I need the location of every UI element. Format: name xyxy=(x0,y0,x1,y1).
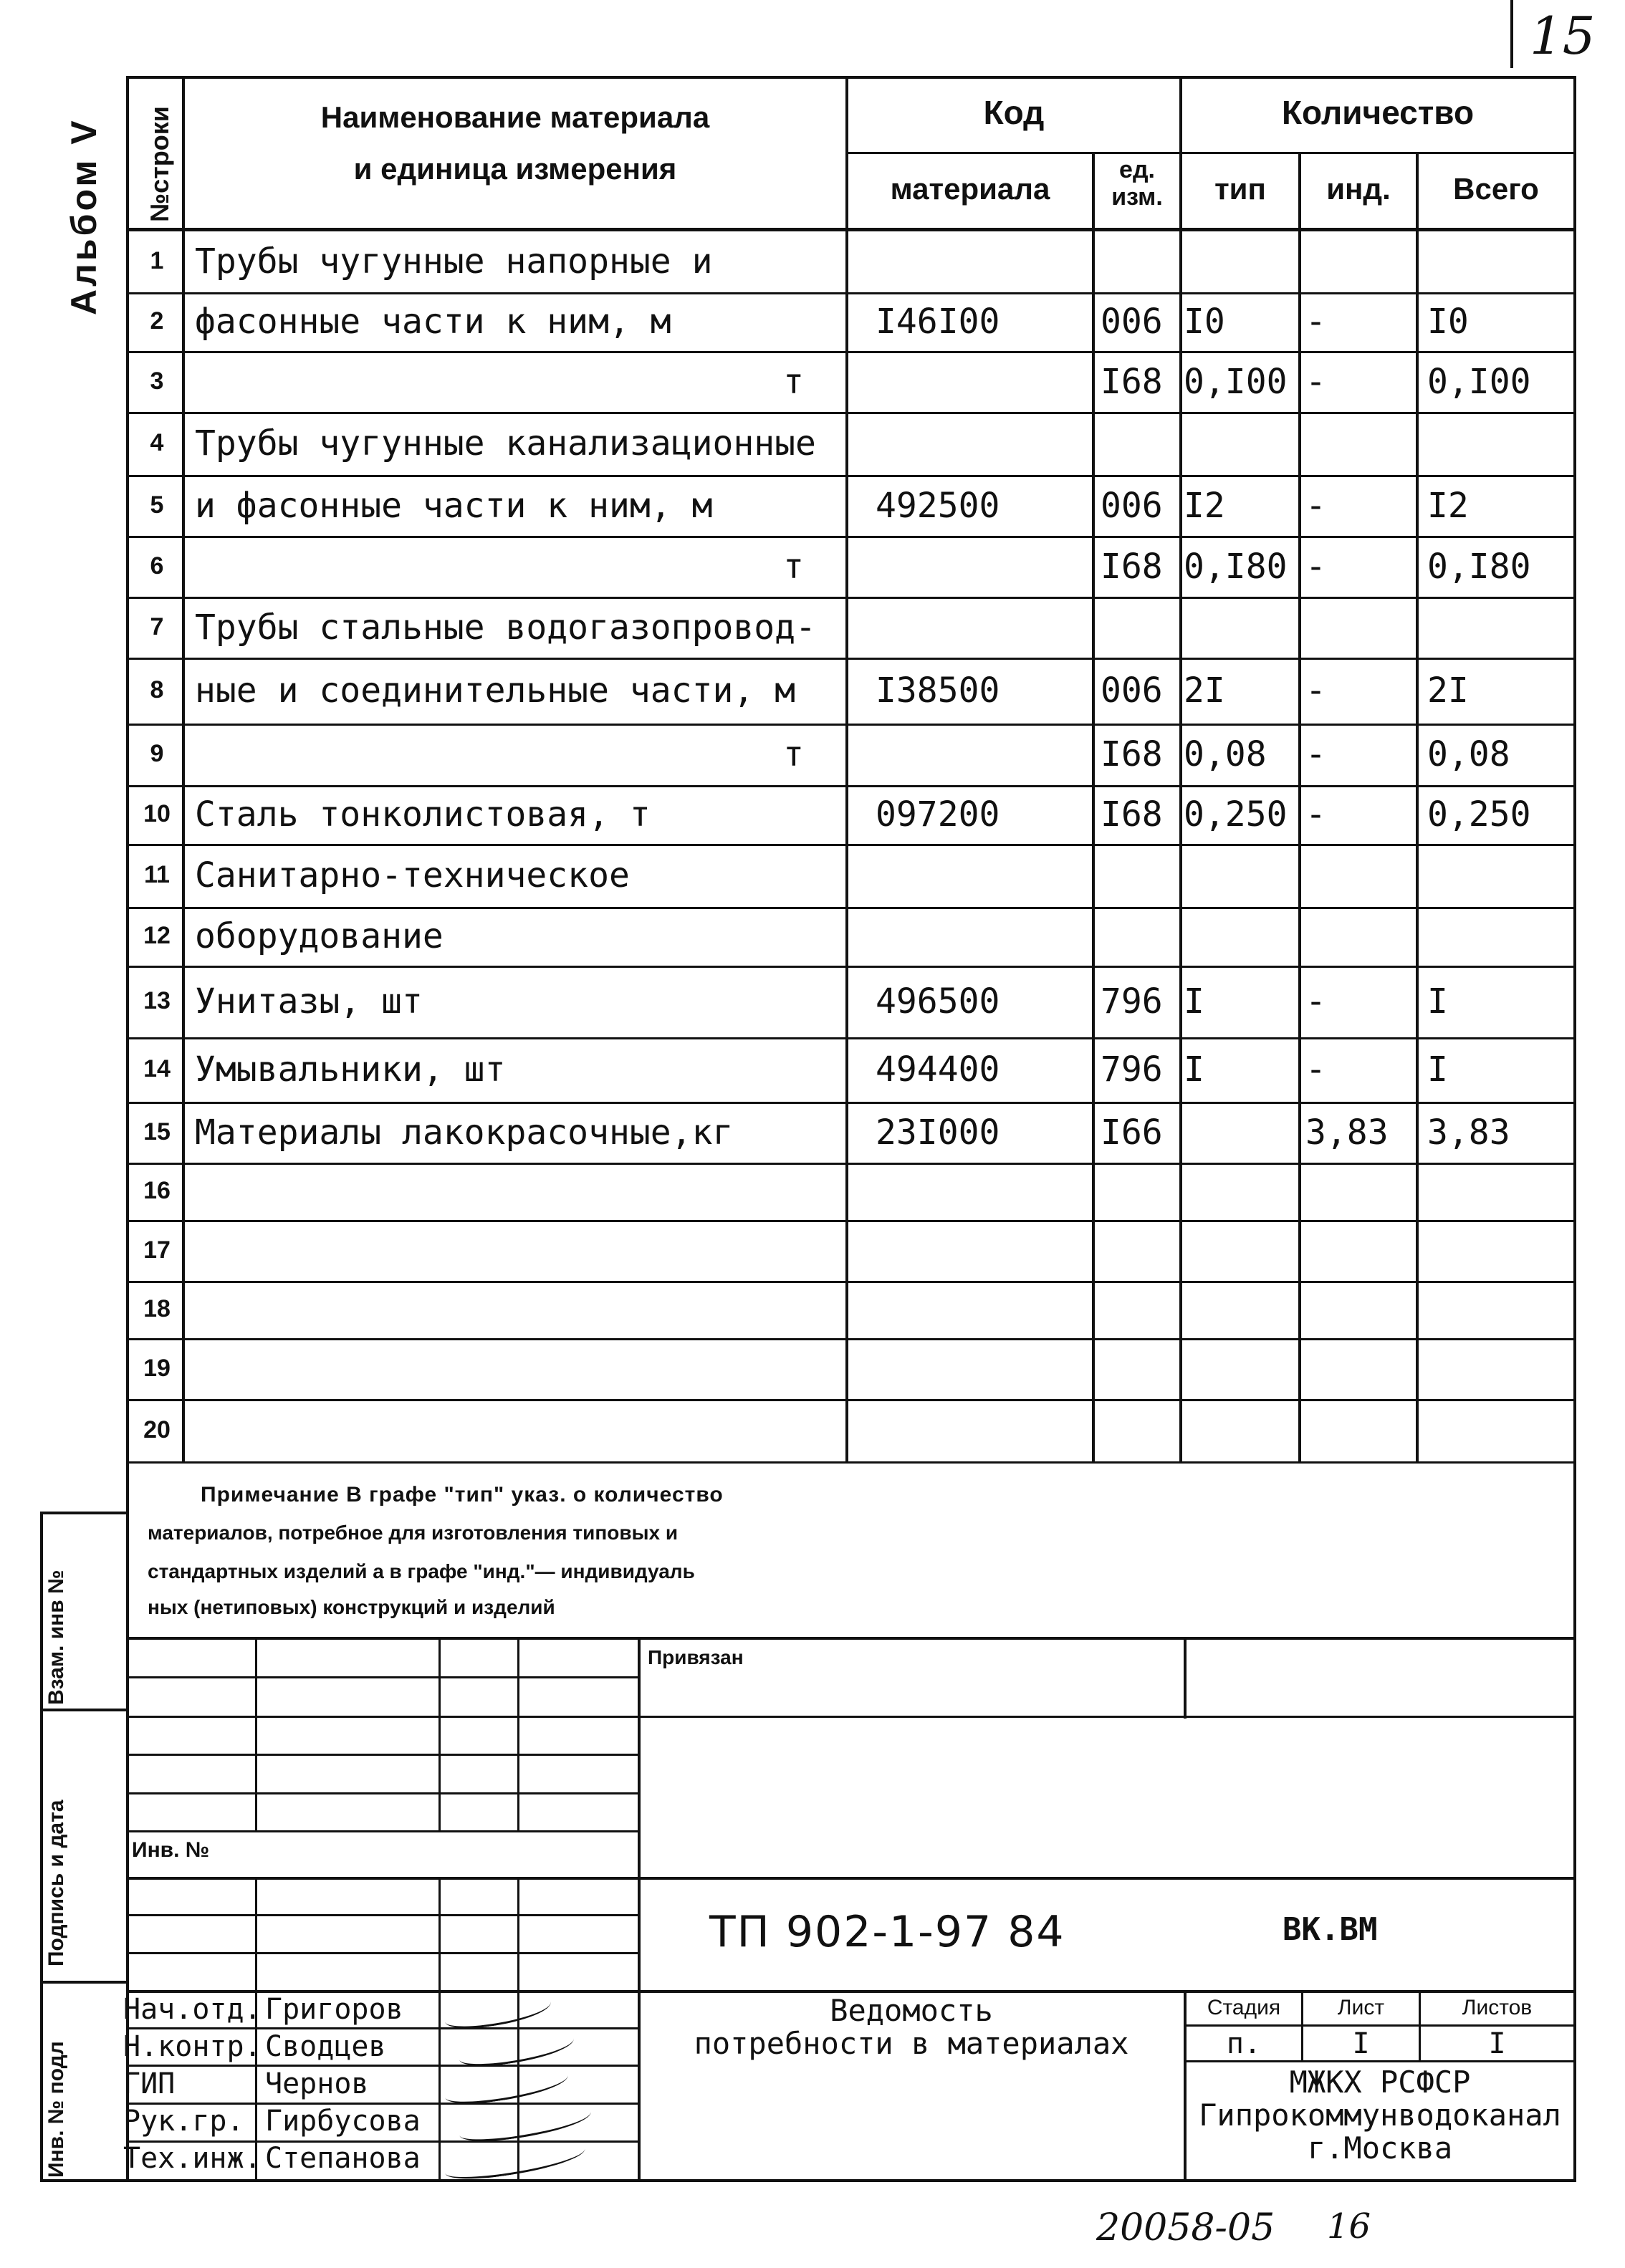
row-divider xyxy=(129,1338,1575,1340)
note-line-3: стандартных изделий а в графе "инд."— индивидуаль xyxy=(148,1560,695,1582)
signer-role: Н.контр. xyxy=(123,2030,262,2063)
cell-name: оборудование xyxy=(195,916,444,956)
row-number: 12 xyxy=(143,922,171,949)
row-divider xyxy=(129,536,1575,538)
row-divider xyxy=(129,1102,1575,1104)
signature-scribble xyxy=(443,2065,570,2108)
signer-role: Нач.отд. xyxy=(123,1993,262,2026)
cell-unit: 006 xyxy=(1101,302,1163,342)
signer-name: Гирбусова xyxy=(265,2105,421,2138)
cell-type: I2 xyxy=(1184,485,1225,526)
header-name-line2: и единица измерения xyxy=(353,152,677,186)
stamp-label-1: Взам. инв № xyxy=(44,1570,68,1705)
row-number: 16 xyxy=(143,1177,171,1204)
row-divider xyxy=(129,1399,1575,1401)
cell-total: 2I xyxy=(1427,671,1469,711)
row-number: 4 xyxy=(150,429,164,456)
header-quantity: Количество xyxy=(1281,94,1475,131)
signer-role: Рук.гр. xyxy=(123,2105,244,2138)
cell-name: Умывальники, шт xyxy=(195,1049,506,1090)
org-line-2: Гипрокоммунводоканал xyxy=(1199,2098,1561,2133)
signer-role: Тех.инж. xyxy=(123,2142,262,2175)
cell-ind: - xyxy=(1305,546,1326,587)
row-number: 3 xyxy=(150,367,164,395)
cell-name: Трубы чугунные напорные и xyxy=(195,241,713,282)
row-divider xyxy=(129,1163,1575,1165)
document-code: ТП 902-1-97 84 xyxy=(709,1907,1065,1957)
cell-total: 0,250 xyxy=(1427,794,1531,835)
cell-name: т xyxy=(783,546,804,587)
cell-name: ные и соединительные части, м xyxy=(195,671,796,711)
cell-unit: I68 xyxy=(1101,361,1163,402)
cell-total: I xyxy=(1427,1049,1448,1090)
cell-unit: 006 xyxy=(1101,485,1163,526)
cell-name: т xyxy=(783,734,804,774)
org-line-3: г.Москва xyxy=(1307,2130,1453,2166)
cell-name: и фасонные части к ним, м xyxy=(195,485,713,526)
cell-unit: I68 xyxy=(1101,546,1163,587)
cell-type: 0,08 xyxy=(1184,734,1267,774)
org-line-1: МЖКХ РСФСР xyxy=(1289,2065,1471,2100)
row-divider xyxy=(129,658,1575,660)
cell-code: I46I00 xyxy=(876,302,1000,342)
row-number: 8 xyxy=(150,676,164,703)
cell-type: 0,I00 xyxy=(1184,361,1288,402)
cell-unit: 796 xyxy=(1101,981,1163,1022)
cell-ind: - xyxy=(1305,794,1326,835)
row-divider xyxy=(129,351,1575,353)
row-number: 10 xyxy=(143,800,171,827)
cell-code: 494400 xyxy=(876,1049,1000,1090)
cell-ind: - xyxy=(1305,485,1326,526)
cell-type: 0,I80 xyxy=(1184,546,1288,587)
cell-type: 0,250 xyxy=(1184,794,1288,835)
note-line-4: ных (нетиповых) конструкций и изделий xyxy=(148,1596,555,1618)
row-divider xyxy=(129,1281,1575,1283)
row-number: 2 xyxy=(150,307,164,335)
row-number: 13 xyxy=(143,987,171,1014)
header-code: Код xyxy=(983,94,1045,131)
row-divider xyxy=(129,1220,1575,1222)
inv-no-label: Инв. № xyxy=(132,1838,210,1862)
cell-unit: I66 xyxy=(1101,1112,1163,1153)
sheets-value: I xyxy=(1488,2027,1506,2060)
row-divider xyxy=(129,412,1575,414)
row-number: 18 xyxy=(143,1295,171,1322)
header-code-material: материала xyxy=(890,172,1050,206)
cell-code: 496500 xyxy=(876,981,1000,1022)
privyazan-label: Привязан xyxy=(648,1646,744,1668)
row-number: 14 xyxy=(143,1055,171,1082)
cell-code: 23I000 xyxy=(876,1112,1000,1153)
document-mark: ВК.ВМ xyxy=(1283,1911,1378,1948)
footer-mark: 16 xyxy=(1327,2206,1371,2247)
header-qty-total: Всего xyxy=(1453,172,1539,206)
cell-ind: - xyxy=(1305,734,1326,774)
stamp-label-3: Инв. № подл xyxy=(44,2041,68,2178)
cell-total: 0,I00 xyxy=(1427,361,1531,402)
cell-type: 2I xyxy=(1184,671,1225,711)
cell-unit: I68 xyxy=(1101,734,1163,774)
cell-type: I0 xyxy=(1184,302,1225,342)
signer-name: Сводцев xyxy=(265,2030,386,2063)
row-number: 6 xyxy=(150,552,164,580)
cell-total: I xyxy=(1427,981,1448,1022)
cell-code: 097200 xyxy=(876,794,1000,835)
cell-ind: - xyxy=(1305,302,1326,342)
row-divider xyxy=(129,597,1575,599)
cell-name: т xyxy=(783,361,804,402)
cell-code: I38500 xyxy=(876,671,1000,711)
page-number-divider xyxy=(1510,0,1513,68)
cell-total: 3,83 xyxy=(1427,1112,1510,1153)
row-divider xyxy=(129,966,1575,968)
row-number: 19 xyxy=(143,1354,171,1382)
row-divider xyxy=(129,1037,1575,1039)
cell-ind: - xyxy=(1305,671,1326,711)
sheet-value: I xyxy=(1352,2027,1370,2060)
signer-role: ГИП xyxy=(123,2067,176,2100)
signer-name: Григоров xyxy=(265,1993,403,2026)
row-divider xyxy=(129,844,1575,846)
header-qty-type: тип xyxy=(1214,172,1266,206)
stage-label: Стадия xyxy=(1207,1996,1281,2019)
sheets-label: Листов xyxy=(1462,1996,1533,2019)
row-number: 11 xyxy=(144,861,170,888)
title-line-2: потребности в материалах xyxy=(694,2026,1129,2061)
signature-scribble xyxy=(443,1991,553,2033)
cell-unit: I68 xyxy=(1101,794,1163,835)
signer-name: Степанова xyxy=(265,2142,421,2175)
note-line-2: материалов, потребное для изготовления типовых и xyxy=(148,1522,679,1544)
header-code-unit: ед. изм. xyxy=(1111,156,1163,211)
row-divider xyxy=(129,785,1575,787)
title-line-1: Ведомость xyxy=(830,1993,993,2028)
cell-type: I xyxy=(1184,981,1204,1022)
cell-total: 0,I80 xyxy=(1427,546,1531,587)
note-line-1: Примечание В графе "тип" указ. о количество xyxy=(201,1483,724,1507)
row-number: 9 xyxy=(150,740,164,767)
signature-scribble xyxy=(443,2138,587,2183)
header-qty-ind: инд. xyxy=(1326,172,1391,206)
cell-unit: 006 xyxy=(1101,671,1163,711)
stamp-label-2: Подпись и дата xyxy=(44,1799,68,1966)
header-row-number: №строки xyxy=(145,106,174,222)
cell-ind: - xyxy=(1305,981,1326,1022)
cell-name: Сталь тонколистовая, т xyxy=(195,794,651,835)
row-divider xyxy=(129,724,1575,726)
cell-ind: - xyxy=(1305,1049,1326,1090)
cell-ind: 3,83 xyxy=(1305,1112,1389,1153)
sheet-label: Лист xyxy=(1337,1996,1385,2019)
row-divider xyxy=(129,475,1575,477)
cell-total: I0 xyxy=(1427,302,1469,342)
cell-name: Трубы чугунные канализационные xyxy=(195,423,816,463)
cell-name: Материалы лакокрасочные,кг xyxy=(195,1112,734,1153)
row-number: 17 xyxy=(143,1236,171,1264)
cell-type: I xyxy=(1184,1049,1204,1090)
signer-name: Чернов xyxy=(265,2067,369,2100)
album-label: Альбом V xyxy=(64,117,104,315)
cell-name: Санитарно-техническое xyxy=(195,855,630,895)
row-number: 20 xyxy=(143,1416,171,1443)
header-name-line1: Наименование материала xyxy=(320,100,710,134)
cell-unit: 796 xyxy=(1101,1049,1163,1090)
row-number: 1 xyxy=(150,246,164,274)
row-number: 7 xyxy=(150,612,164,640)
row-divider xyxy=(129,1461,1575,1464)
page-number: 15 xyxy=(1530,6,1596,66)
row-divider xyxy=(129,292,1575,294)
cell-ind: - xyxy=(1305,361,1326,402)
cell-code: 492500 xyxy=(876,485,1000,526)
row-divider xyxy=(129,907,1575,909)
cell-name: Унитазы, шт xyxy=(195,981,423,1022)
stage-value: п. xyxy=(1226,2027,1262,2060)
cell-name: Трубы стальные водогазопровод- xyxy=(195,607,816,648)
cell-total: I2 xyxy=(1427,485,1469,526)
row-number: 15 xyxy=(143,1118,171,1145)
cell-name: фасонные части к ним, м xyxy=(195,302,671,342)
footer-code: 20058-05 xyxy=(1096,2206,1275,2249)
row-number: 5 xyxy=(150,491,164,519)
cell-total: 0,08 xyxy=(1427,734,1510,774)
